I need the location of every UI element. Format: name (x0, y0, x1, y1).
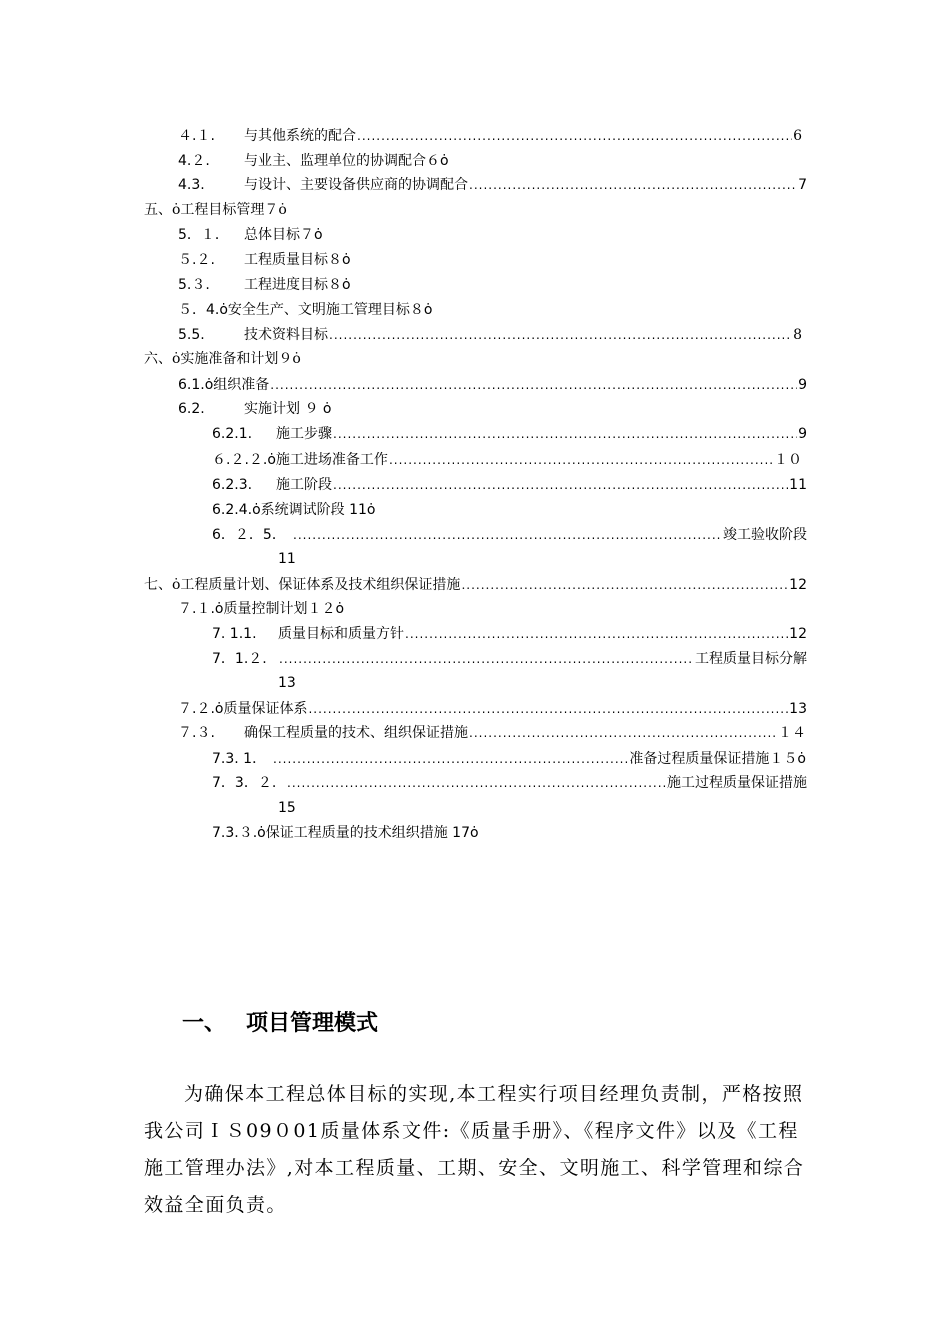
toc-entry[interactable] (178, 698, 807, 720)
toc-leader (469, 174, 797, 196)
section-number: 一、 (182, 1011, 227, 1036)
toc-page: 竣工验收阶段 (723, 527, 807, 543)
toc-number: 7．1.２. (212, 651, 267, 667)
toc-entry[interactable] (178, 125, 802, 147)
toc-entry[interactable] (178, 374, 807, 396)
toc-entry[interactable] (178, 224, 578, 246)
toc-number: 六、 (144, 351, 172, 367)
toc-page: 12 (789, 626, 807, 642)
section-heading (182, 1006, 378, 1037)
toc-number: 5.5. (178, 327, 205, 343)
toc-title: 工程进度目标８ȯ (244, 277, 351, 293)
toc-number: 5.３. (178, 277, 210, 293)
toc-number: 4.3. (178, 177, 205, 193)
toc-number: 4.２. (178, 153, 210, 169)
toc-number: 6．２．5． (212, 527, 286, 543)
section-title: 项目管理模式 (246, 1011, 379, 1036)
toc-entry[interactable] (178, 722, 806, 744)
toc-title: ȯ实施准备和计划９ȯ (172, 351, 301, 367)
toc-entry[interactable] (144, 199, 544, 221)
toc-page-continued: 13 (278, 675, 296, 691)
toc-title: ȯ施工进场准备工作 (267, 452, 388, 468)
toc-page: 工程质量目标分解 (695, 651, 807, 667)
toc-number: ７.３. (178, 725, 215, 741)
toc-page: 8 (793, 327, 802, 343)
toc-number: ５．4. (178, 302, 220, 318)
toc-title: 施工阶段 (276, 477, 332, 493)
toc-entry[interactable] (212, 772, 807, 794)
toc-number: 6.2.4. (212, 502, 253, 518)
toc-number: 五、 (144, 202, 172, 218)
toc-page: 7 (798, 177, 807, 193)
toc-title: 实施计划 ９ ȯ (244, 401, 332, 417)
toc-leader (273, 748, 628, 770)
toc-entry[interactable] (178, 324, 802, 346)
toc-title: ȯ质量控制计划１２ȯ (214, 601, 345, 617)
toc-entry[interactable] (144, 348, 544, 370)
toc-leader (333, 423, 797, 445)
toc-title: 质量目标和质量方针 (278, 626, 404, 642)
toc-entry[interactable] (212, 474, 807, 496)
toc-title: ȯ系统调试阶段 11ȯ (252, 502, 376, 518)
toc-leader (287, 772, 666, 794)
toc-number: 5．１． (178, 227, 229, 243)
toc-page: 施工过程质量保证措施 (667, 775, 807, 791)
toc-entry[interactable] (212, 648, 807, 670)
toc-number: ６.２.２. (212, 452, 268, 468)
toc-entry[interactable] (212, 423, 807, 445)
toc-page: １０ (774, 452, 802, 468)
toc-page: １４ (778, 725, 806, 741)
toc-leader (389, 449, 773, 471)
toc-leader (461, 574, 788, 596)
toc-leader (329, 324, 792, 346)
toc-title: 与其他系统的配合 (244, 128, 356, 144)
toc-entry[interactable] (144, 574, 807, 596)
toc-entry[interactable] (178, 598, 578, 620)
toc-number: 6.2. (178, 401, 205, 417)
toc-entry[interactable] (178, 299, 578, 321)
toc-entry[interactable] (212, 524, 807, 546)
toc-title: 技术资料目标 (244, 327, 328, 343)
toc-page: 13 (789, 701, 807, 717)
toc-page: 12 (789, 577, 807, 593)
toc-number: 7．3．２. (212, 775, 277, 791)
toc-entry[interactable] (212, 822, 612, 844)
toc-title: 施工步骤 (276, 426, 332, 442)
toc-title: ȯ工程目标管理７ȯ (172, 202, 287, 218)
toc-entry[interactable] (212, 449, 802, 471)
toc-leader (333, 474, 788, 496)
toc-entry[interactable] (212, 623, 807, 645)
toc-page-continued: 11 (278, 551, 296, 567)
toc-leader (293, 524, 722, 546)
toc-leader (270, 374, 797, 396)
toc-entry[interactable] (212, 499, 612, 521)
toc-entry[interactable] (178, 150, 802, 172)
toc-leader (469, 722, 777, 744)
toc-entry[interactable] (178, 174, 807, 196)
toc-number: ７.２. (178, 701, 215, 717)
toc-number: 6.2.3. (212, 477, 253, 493)
toc-entry[interactable] (178, 274, 578, 296)
body-paragraph: 为确保本工程总体目标的实现,本工程实行项目经理负责制，严格按照我公司ＩＳ09０01质量体系文件:《质量手册》、《程序文件》以及《工程施工管理办法》,对本工程质量、工期、安全、文明施工、科学管理和综合效益全面负责。 (144, 1083, 805, 1216)
toc-number: ５.２. (178, 252, 215, 268)
toc-page: 9 (798, 377, 807, 393)
toc-leader (357, 125, 792, 147)
toc-entry[interactable] (178, 249, 578, 271)
toc-title: 与设计、主要设备供应商的协调配合 (244, 177, 468, 193)
toc-title: ȯ组织准备 (204, 377, 270, 393)
toc-leader (308, 698, 788, 720)
toc-title: 总体目标７ȯ (244, 227, 323, 243)
toc-number: 7. 1.1. (212, 626, 257, 642)
toc-title: 与业主、监理单位的协调配合６ȯ (244, 153, 449, 169)
toc-page: 6 (793, 128, 802, 144)
toc-title: ȯ质量保证体系 (214, 701, 308, 717)
toc-number: ４.１. (178, 128, 215, 144)
toc-title: 工程质量目标８ȯ (244, 252, 351, 268)
toc-page: 11 (789, 477, 807, 493)
toc-page: 准备过程质量保证措施１５ȯ (629, 751, 806, 767)
toc-leader (279, 648, 694, 670)
toc-page-continued: 15 (278, 800, 296, 816)
toc-title: ȯ安全生产、文明施工管理目标８ȯ (219, 302, 433, 318)
toc-title: ȯ工程质量计划、保证体系及技术组织保证措施 (172, 577, 461, 593)
toc-number: 6.2.1. (212, 426, 253, 442)
toc-title: 确保工程质量的技术、组织保证措施 (244, 725, 468, 741)
toc-leader (405, 623, 788, 645)
toc-number: 七、 (144, 577, 172, 593)
toc-entry[interactable] (178, 398, 578, 420)
toc-page: 9 (798, 426, 807, 442)
toc-number: 7.3. 1． (212, 751, 267, 767)
toc-number: 7.3.３. (212, 825, 258, 841)
toc-number: 6.1. (178, 377, 205, 393)
toc-title: ȯ保证工程质量的技术组织措施 17ȯ (257, 825, 479, 841)
toc-number: ７.１. (178, 601, 215, 617)
toc-entry[interactable] (212, 748, 806, 770)
